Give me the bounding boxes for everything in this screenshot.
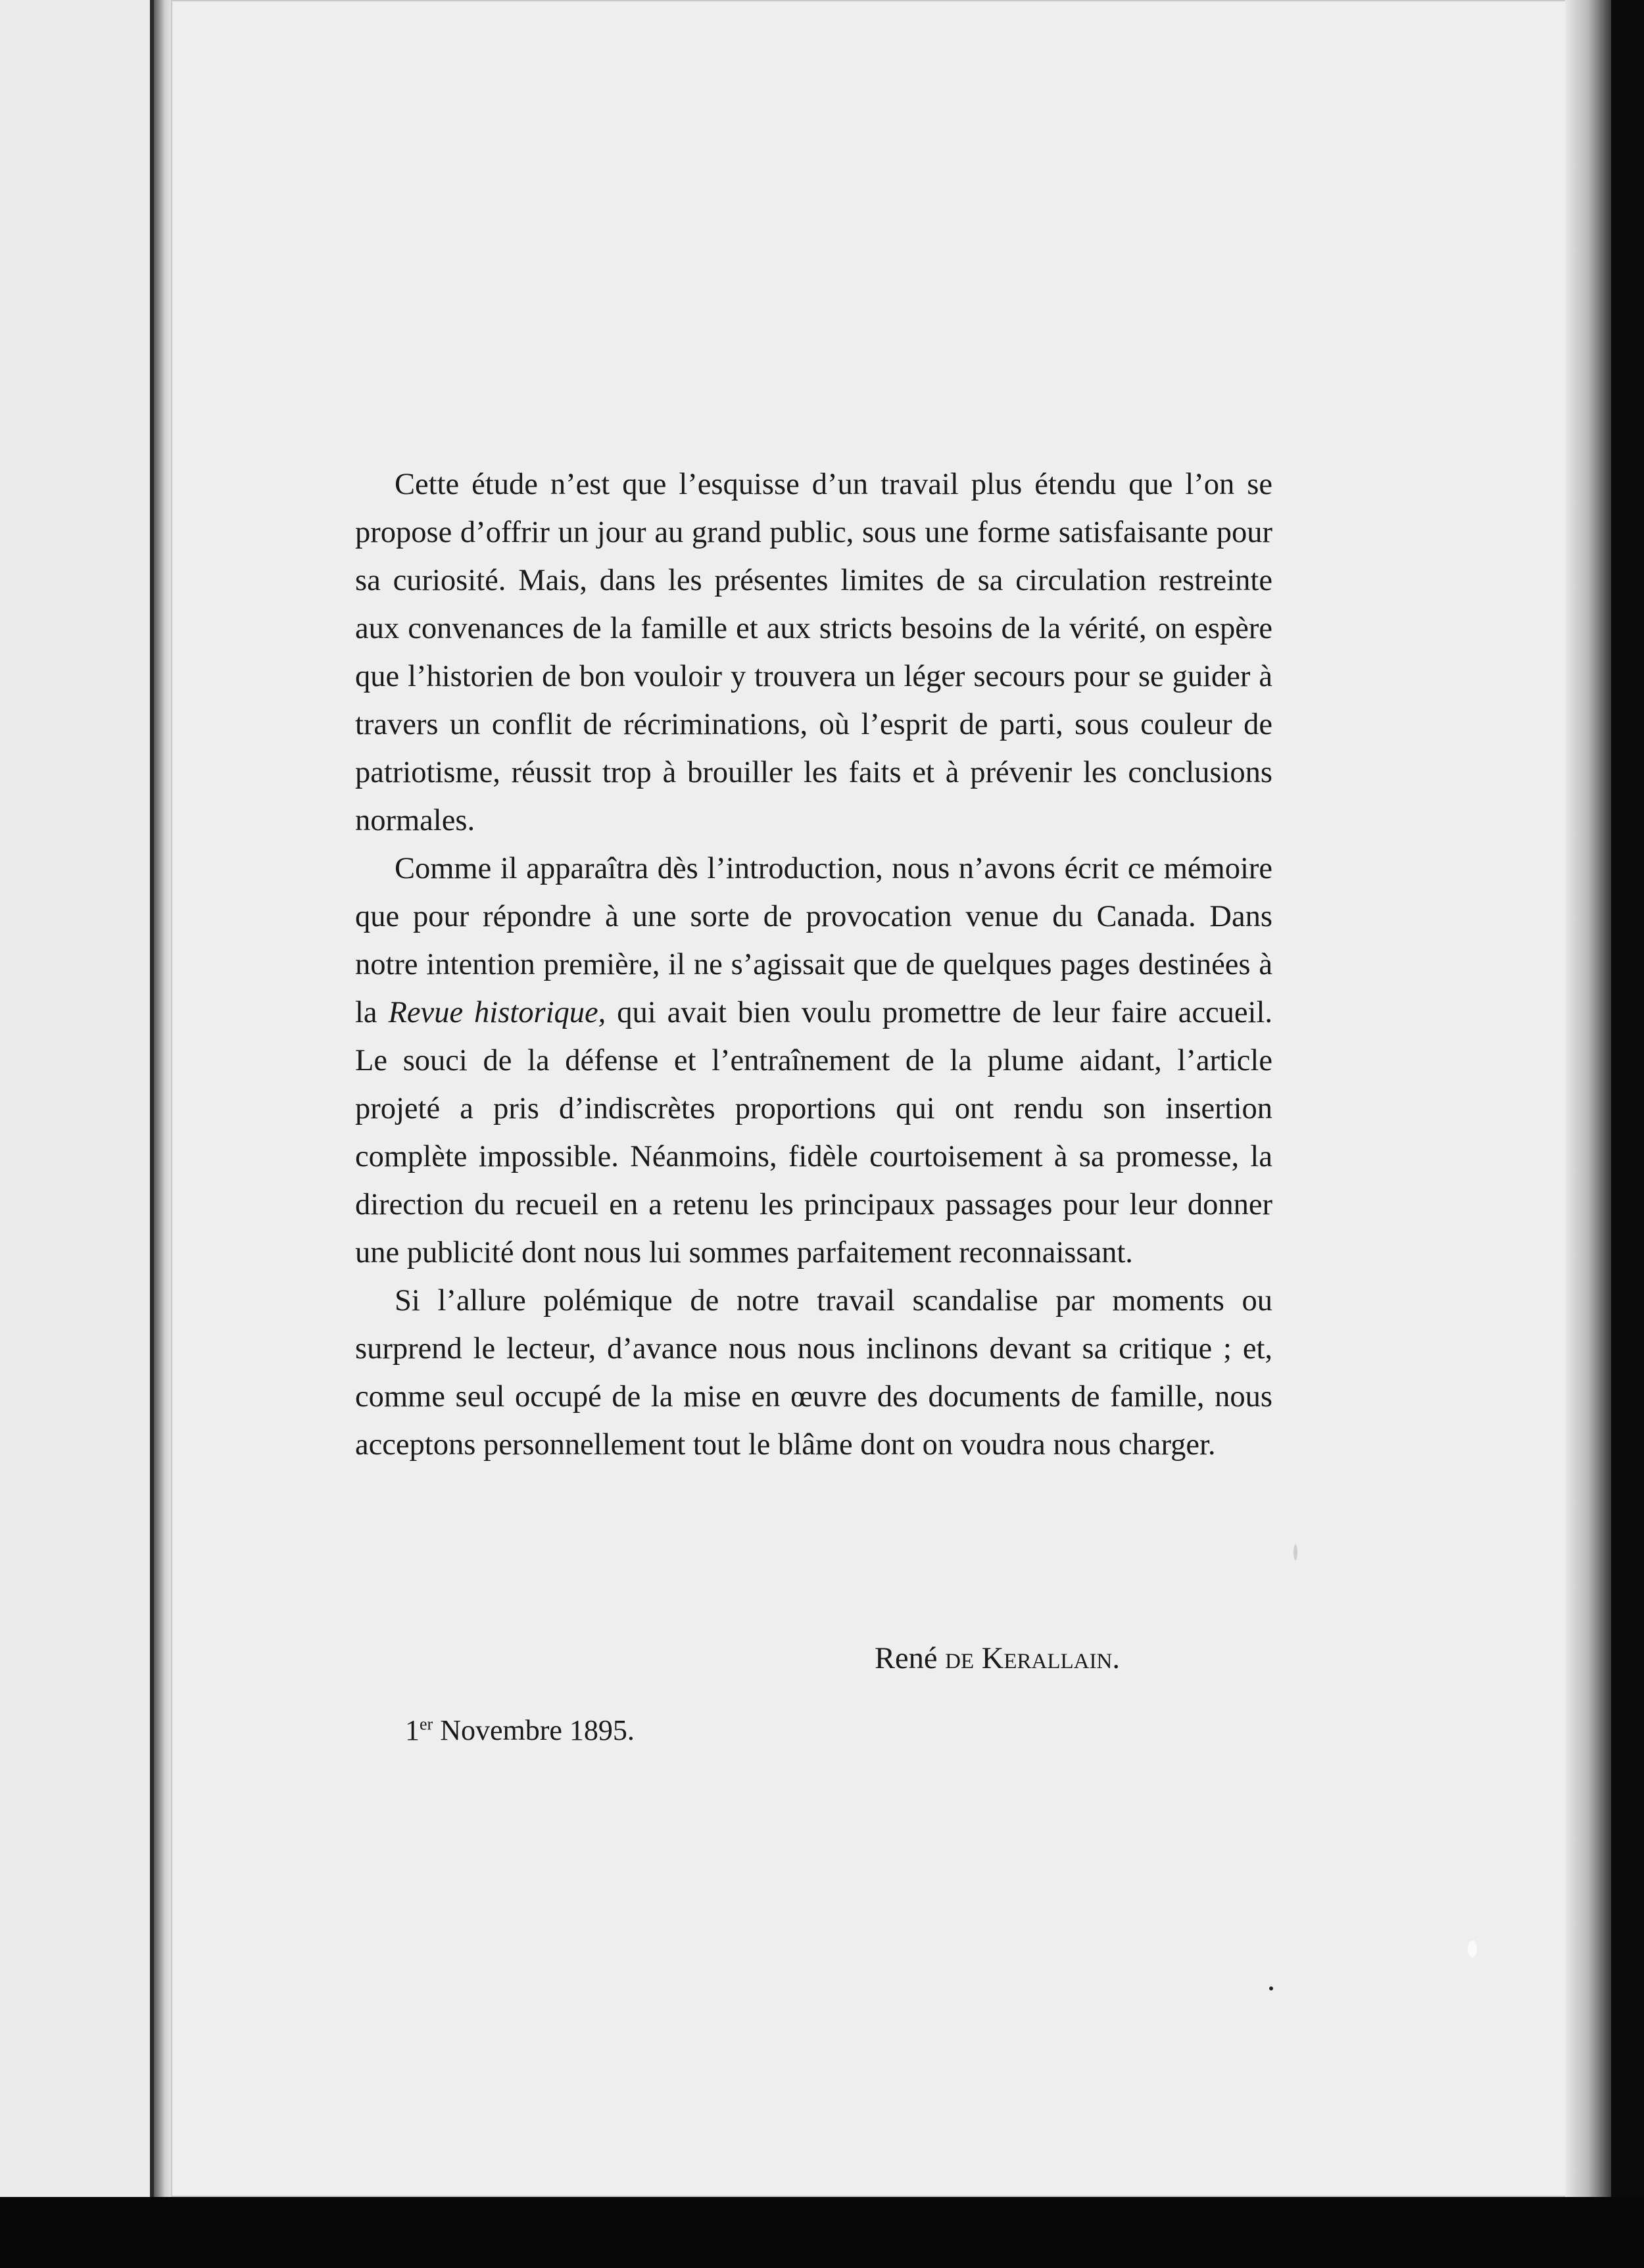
paper-speck [1293,1544,1297,1560]
preface-date [405,1713,635,1747]
bleed-through-title [473,358,498,424]
paragraph-3: Si l’allure polémique de notre travail scandalise par moments ou surprend le lecteur, d’avance nous nous inclinons devant sa critique ; et, comme seul occupé de la mise en œuvre des documents de famille, nous acceptons personnellement tout le blâme dont on voudra nous charger. [355,1284,1272,1462]
author-surname: de Kerallain. [945,1642,1120,1675]
page-right-edge [1565,0,1611,2197]
paper-speck [1269,1986,1273,1990]
paragraph-2-end: qui avait bien voulu promettre de leur faire accueil. Le souci de la défense et l’entraînement de la plume aidant, l’article projeté a pris d’indiscrètes proportions qui ont rendu son insertion complète impossible. Néanmoins, fidèle courtoisement à sa promesse, la direction du recueil en a retenu les principaux passages pour leur donner une publicité dont nous lui sommes parfaitement reconnaissant. [355,996,1272,1270]
author-first-name: René [875,1642,938,1675]
paragraph-2 [355,845,1272,1277]
paragraph-1: Cette étude n’est que l’esquisse d’un travail plus étendu que l’on se propose d’offrir un jour au grand public, sous une forme satisfaisante pour sa curiosité. Mais, dans les présentes limites de sa circulation restreinte aux convenances de la famille et aux stricts besoins de la vérité, on espère que l’historien de bon vouloir y trouvera un léger secours pour se guider à travers un conflit de récriminations, où l’esprit de parti, sous couleur de patriotisme, réussit trop à brouiller les faits et à prévenir les conclusions normales. [355,468,1272,837]
scan-bottom-border [0,2197,1644,2268]
book-gutter [154,0,172,2197]
paragraph-2-start: Comme il apparaîtra dès l’introduction, nous n’avons écrit ce mémoire que pour répondre à une sorte de provocation venue du Canada. Dans notre intention première, il ne s’agissait que de quelques pages destinées à la [355,852,1272,1029]
date-day: 1 [405,1714,420,1746]
journal-title: Revue historique, [388,996,606,1029]
date-ordinal: er [420,1714,433,1734]
date-month-year: Novembre 1895. [440,1714,635,1746]
author-signature [875,1641,1120,1676]
previous-page-edge [0,0,154,2197]
preface-text [355,460,1272,1469]
paper-speck [1468,1940,1477,1958]
